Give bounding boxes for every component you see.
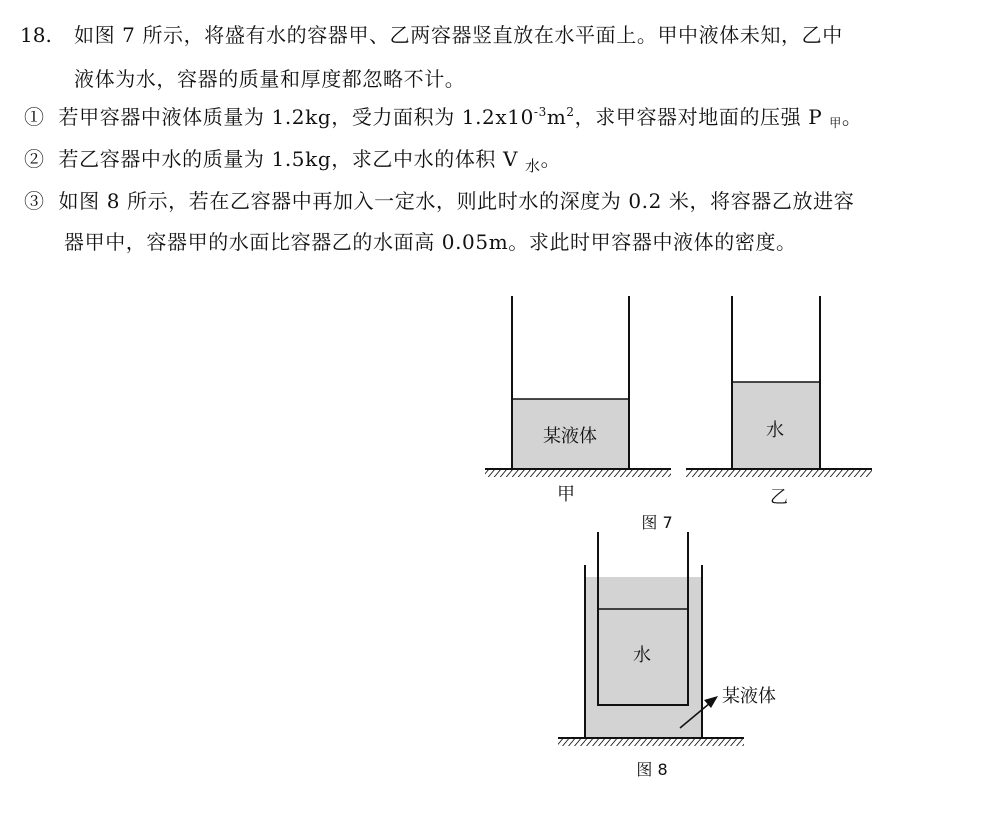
part-3-text-line1: 如图 8 所示，若在乙容器中再加入一定水，则此时水的深度为 0.2 米，将容器乙放进容	[58, 189, 855, 213]
part-1-exponent-2: 2	[566, 105, 575, 119]
figure7-ground-b	[686, 469, 872, 477]
part-2-text-d: 。	[540, 147, 562, 171]
figure8-ground	[558, 738, 744, 746]
figure8-inner-container	[598, 532, 688, 705]
part-1-subscript: 甲	[829, 116, 842, 130]
figure7-label-a: 甲	[557, 484, 575, 505]
part-1-text-c: ，求甲容器对地面的压强 P	[574, 105, 823, 129]
figure7-liquid-b-label: 水	[766, 420, 784, 441]
part-1-marker: ①	[24, 105, 45, 129]
figure8-caption: 图 8	[636, 760, 668, 779]
part-3-marker: ③	[24, 189, 45, 213]
part-2-marker: ②	[24, 147, 45, 171]
figure7-caption: 图 7	[641, 513, 673, 532]
figure7-container-b	[732, 296, 820, 469]
figure8-inner-liquid-label: 水	[633, 645, 651, 666]
part-2-subscript: 水	[525, 157, 541, 175]
question-intro-line2: 液体为水，容器的质量和厚度都忽略不计。	[74, 67, 466, 91]
figure7-ground-a	[485, 469, 671, 477]
part-1-text-a: 若甲容器中液体质量为 1.2kg，受力面积为 1.2x10	[58, 105, 534, 129]
part-3-line2: 器甲中，容器甲的水面比容器乙的水面高 0.05m。求此时甲容器中液体的密度。	[64, 230, 797, 254]
part-1-text-d: 。	[841, 105, 863, 129]
part-1-text-b: m	[546, 105, 567, 129]
figure8-outer-liquid-label: 某液体	[722, 686, 776, 707]
question-number: 18.	[20, 23, 52, 47]
question-intro-line1: 如图 7 所示，将盛有水的容器甲、乙两容器竖直放在水平面上。甲中液体未知，乙中	[74, 23, 843, 47]
figure7-liquid-a-label: 某液体	[543, 426, 597, 447]
figure7-container-a	[512, 296, 629, 469]
part-1-exponent: -3	[533, 105, 547, 119]
figure7-label-b: 乙	[770, 487, 788, 508]
part-2-text-a: 若乙容器中水的质量为 1.5kg，求乙中水的体积 V	[58, 147, 519, 171]
